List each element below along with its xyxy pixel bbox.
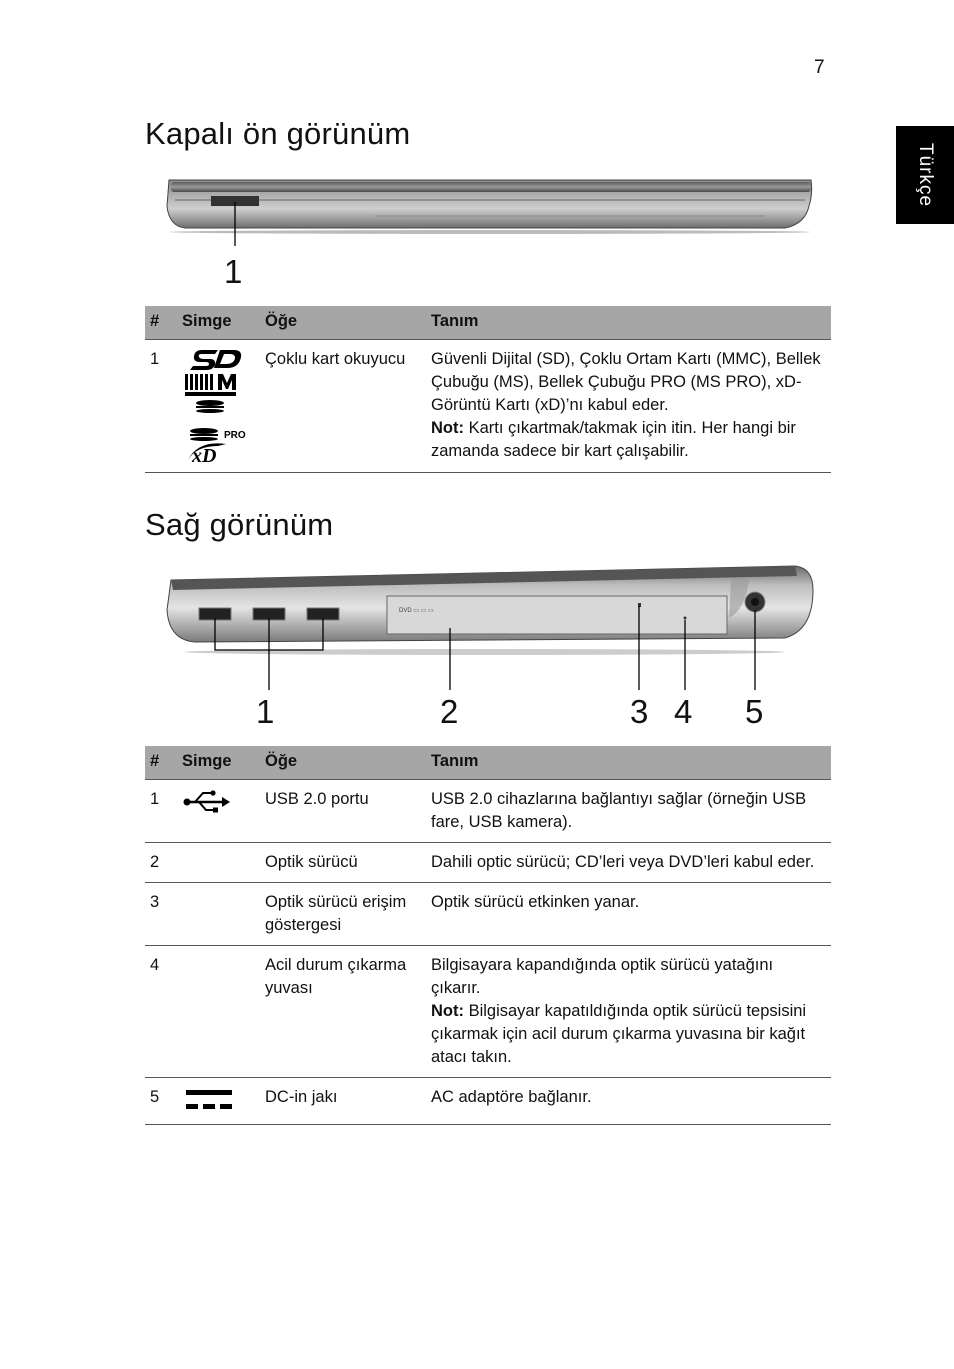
- language-tab-label: Türkçe: [915, 142, 937, 208]
- row-desc: Dahili optic sürücü; CD’leri veya DVD’leri kabul eder.: [425, 843, 831, 883]
- row-desc: USB 2.0 cihazlarına bağlantıyı sağlar (örneğin USB fare, USB kamera).: [425, 780, 831, 843]
- front-view-table: [145, 306, 831, 473]
- table-header-row: [145, 306, 831, 340]
- header-desc: Tanım: [425, 746, 831, 780]
- row-desc: Optik sürücü etkinken yanar.: [425, 883, 831, 946]
- usb-icon: [178, 780, 259, 843]
- row-item: USB 2.0 portu: [259, 780, 425, 843]
- right-callout-2: 2: [440, 693, 459, 730]
- row-item: Optik sürücü erişim göstergesi: [259, 883, 425, 946]
- header-item: Öğe: [259, 746, 425, 780]
- row-icon-empty: [178, 843, 259, 883]
- header-icon: Simge: [178, 306, 259, 340]
- front-view-title: Kapalı ön görünüm: [145, 116, 411, 151]
- front-view-figure: [145, 176, 825, 301]
- row-num: 3: [145, 883, 178, 946]
- table-header-row: [145, 746, 831, 780]
- row-item: Çoklu kart okuyucu: [259, 340, 425, 473]
- laptop-right-illustration: [145, 560, 825, 690]
- table-row: [145, 946, 831, 1078]
- pro-label: PRO: [224, 430, 246, 441]
- row-num: 1: [145, 340, 178, 473]
- row-num: 4: [145, 946, 178, 1078]
- front-callout-1: 1: [224, 253, 243, 290]
- svg-text:DVD ▭ ▭ ▭: DVD ▭ ▭ ▭: [399, 608, 434, 614]
- row-num: 1: [145, 780, 178, 843]
- row-num: 2: [145, 843, 178, 883]
- table-row: [145, 780, 831, 843]
- table-row: [145, 843, 831, 883]
- row-num: 5: [145, 1078, 178, 1125]
- note-label: Not:: [431, 419, 464, 437]
- right-callout-5: 5: [745, 693, 764, 730]
- row-item: Optik sürücü: [259, 843, 425, 883]
- right-view-table: [145, 746, 831, 1125]
- right-view-title: Sağ görünüm: [145, 507, 334, 542]
- note-text: Kartı çıkartmak/takmak için itin. Her hangi bir zamanda sadece bir kart çalışabilir.: [431, 419, 796, 460]
- row-icon-empty: [178, 883, 259, 946]
- row-item: Acil durum çıkarma yuvası: [259, 946, 425, 1078]
- laptop-front-illustration: [145, 176, 825, 296]
- table-row: [145, 883, 831, 946]
- right-callout-3: 3: [630, 693, 649, 730]
- header-desc: Tanım: [425, 306, 831, 340]
- dc-power-icon: [178, 1078, 259, 1125]
- row-desc-text: Bilgisayara kapandığında optik sürücü yatağını çıkarır.: [431, 956, 774, 997]
- language-tab: [896, 126, 954, 224]
- row-desc: [425, 946, 831, 1078]
- row-desc: AC adaptöre bağlanır.: [425, 1078, 831, 1125]
- header-num: #: [145, 306, 178, 340]
- header-item: Öğe: [259, 306, 425, 340]
- row-desc-text: Güvenli Dijital (SD), Çoklu Ortam Kartı (MMC), Bellek Çubuğu (MS), Bellek Çubuğu PRO (MS PRO), xD-Görüntü Kartı (xD)’nı kabul eder.: [431, 350, 821, 414]
- row-item: DC-in jakı: [259, 1078, 425, 1125]
- table-row: [145, 1078, 831, 1125]
- note-label: Not:: [431, 1002, 464, 1020]
- header-icon: Simge: [178, 746, 259, 780]
- card-reader-logos-icon: [178, 340, 259, 473]
- right-callout-4: 4: [674, 693, 693, 730]
- svg-text:xD: xD: [192, 445, 217, 464]
- table-row: [145, 340, 831, 473]
- right-view-figure: [145, 560, 825, 695]
- header-num: #: [145, 746, 178, 780]
- right-callout-1: 1: [256, 693, 275, 730]
- note-text: Bilgisayar kapatıldığında optik sürücü tepsisini çıkarmak için acil durum çıkarma yuvasına bir kağıt atacı takın.: [431, 1002, 807, 1066]
- row-icon-empty: [178, 946, 259, 1078]
- row-desc: [425, 340, 831, 473]
- page-number: 7: [814, 57, 825, 78]
